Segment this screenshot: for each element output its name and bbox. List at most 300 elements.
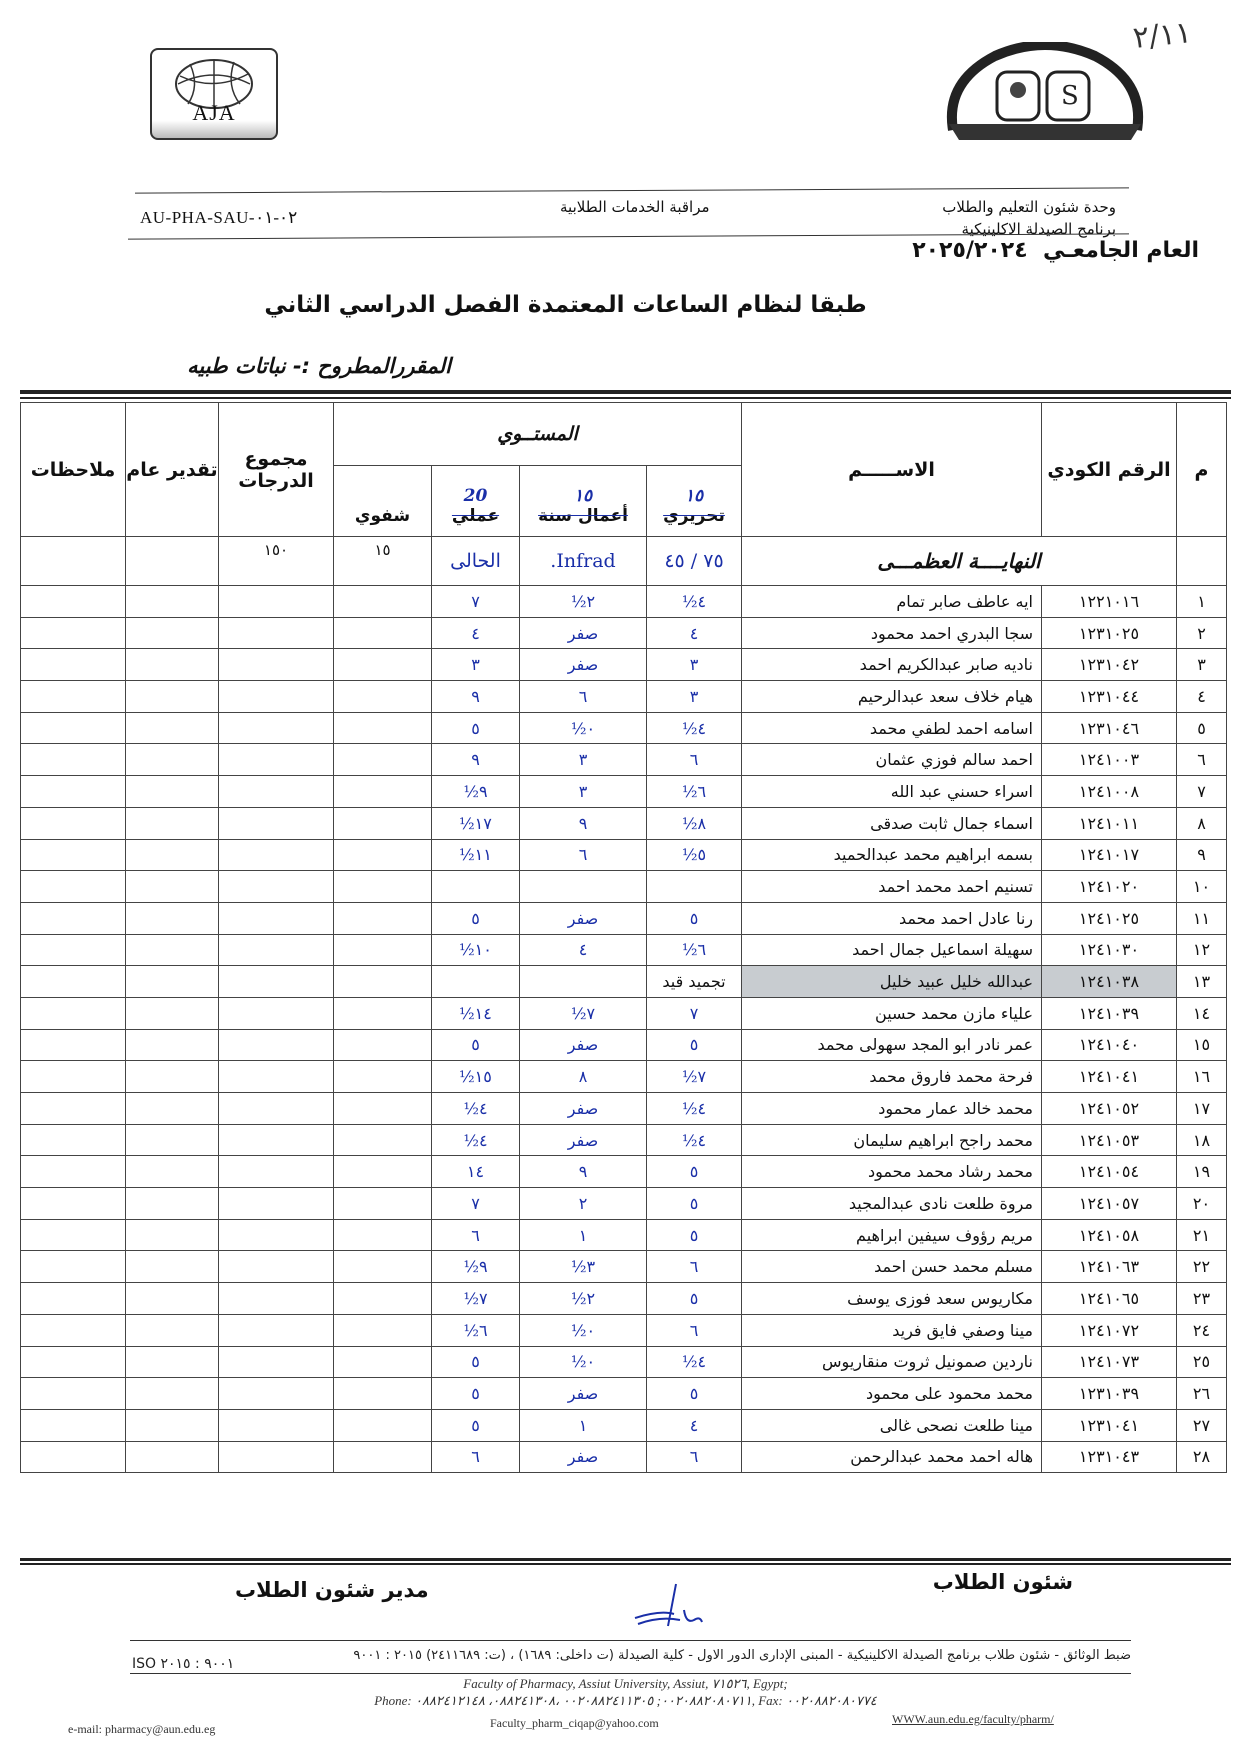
table-row <box>21 776 1227 808</box>
header-code: الرقم الكودي <box>1042 403 1177 537</box>
code-cell: ١٢٤١٠٥٢ <box>1042 1093 1177 1125</box>
written-cell: ٤½ <box>647 1346 742 1378</box>
coursework-cell: ٣ <box>520 744 647 776</box>
oral-cell <box>334 776 432 808</box>
total-cell <box>219 744 334 776</box>
code-cell: ١٢٣١٠٢٥ <box>1042 617 1177 649</box>
written-cell: ٨½ <box>647 807 742 839</box>
serial-cell: ٢٥ <box>1177 1346 1227 1378</box>
coursework-cell: ٠½ <box>520 1314 647 1346</box>
footer-iso: ISO ٩٠٠١ : ٢٠١٥ <box>132 1656 235 1672</box>
serial-cell: ١٧ <box>1177 1093 1227 1125</box>
serial-cell: ٩ <box>1177 839 1227 871</box>
practical-cell: ٥ <box>432 1029 520 1061</box>
grade-cell <box>126 1029 219 1061</box>
practical-cell: ١٤ <box>432 1156 520 1188</box>
grade-cell <box>126 997 219 1029</box>
name-cell: تسنيم احمد محمد احمد <box>742 871 1042 903</box>
name-cell: سجا البدري احمد محمود <box>742 617 1042 649</box>
grade-cell <box>126 1156 219 1188</box>
academic-year <box>912 238 1199 263</box>
name-cell: بسمه ابراهيم محمد عبدالحميد <box>742 839 1042 871</box>
notes-cell <box>21 1409 126 1441</box>
practical-cell: ٤½ <box>432 1093 520 1125</box>
coursework-cell <box>520 966 647 998</box>
coursework-cell: صفر <box>520 649 647 681</box>
table-row <box>21 649 1227 681</box>
code-cell: ١٢٣١٠٤٤ <box>1042 681 1177 713</box>
max-written: ٧٥ / ٤٥ <box>647 537 742 586</box>
oral-cell <box>334 1219 432 1251</box>
name-cell: عبدالله خليل عبيد خليل <box>742 966 1042 998</box>
written-max-handwritten: ١٥ <box>684 486 704 506</box>
total-cell <box>219 1061 334 1093</box>
written-cell <box>647 871 742 903</box>
table-bottom-rule <box>20 1558 1231 1561</box>
oral-cell <box>334 1251 432 1283</box>
total-cell <box>219 712 334 744</box>
notes-cell <box>21 1061 126 1093</box>
code-cell: ١٢٣١٠٤٦ <box>1042 712 1177 744</box>
total-cell <box>219 966 334 998</box>
page-number: ٢/١١ <box>1130 15 1193 56</box>
coursework-cell: ٤ <box>520 934 647 966</box>
grade-cell <box>126 807 219 839</box>
written-cell: ٥ <box>647 1029 742 1061</box>
coursework-cell: صفر <box>520 1093 647 1125</box>
name-cell: محمد محمود على محمود <box>742 1378 1042 1410</box>
oral-cell <box>334 744 432 776</box>
footer-website[interactable]: WWW.aun.edu.eg/faculty/pharm/ <box>892 1712 1054 1726</box>
unit-line1: وحدة شئون التعليم والطلاب <box>942 198 1116 216</box>
total-cell <box>219 776 334 808</box>
header-oral: شفوي <box>334 466 432 537</box>
total-cell <box>219 902 334 934</box>
coursework-cell: ٠½ <box>520 712 647 744</box>
coursework-cell: ١ <box>520 1409 647 1441</box>
code-cell: ١٢٤١٠٣٩ <box>1042 997 1177 1029</box>
code-cell: ١٢٢١٠١٦ <box>1042 586 1177 618</box>
coursework-cell: ٠½ <box>520 1346 647 1378</box>
footer-email-2: Faculty_pharm_ciqap@yahoo.com <box>490 1716 659 1730</box>
grade-cell <box>126 744 219 776</box>
practical-cell: ٩½ <box>432 1251 520 1283</box>
notes-cell <box>21 1093 126 1125</box>
serial-cell: ٧ <box>1177 776 1227 808</box>
written-cell: ٦ <box>647 1314 742 1346</box>
table-row <box>21 1188 1227 1220</box>
serial-cell: ٢٤ <box>1177 1314 1227 1346</box>
code-cell: ١٢٤١٠٠٣ <box>1042 744 1177 776</box>
max-practical: الحالى <box>432 537 520 586</box>
max-coursework: Infrad. <box>520 537 647 586</box>
oral-cell <box>334 1029 432 1061</box>
department-name: مراقبة الخدمات الطلابية <box>560 198 710 216</box>
serial-cell: ١٤ <box>1177 997 1227 1029</box>
coursework-cell: ٣½ <box>520 1251 647 1283</box>
name-cell: ناديه صابر عبدالكريم احمد <box>742 649 1042 681</box>
header-level: المستــوي <box>334 403 742 466</box>
header-total: مجموع الدرجات <box>219 403 334 537</box>
notes-cell <box>21 776 126 808</box>
written-cell: ٣ <box>647 681 742 713</box>
grade-cell <box>126 712 219 744</box>
table-row <box>21 712 1227 744</box>
total-cell <box>219 1283 334 1315</box>
serial-cell: ٢٦ <box>1177 1378 1227 1410</box>
notes-cell <box>21 807 126 839</box>
code-cell: ١٢٤١٠٦٣ <box>1042 1251 1177 1283</box>
table-row <box>21 1093 1227 1125</box>
practical-cell: ١٠½ <box>432 934 520 966</box>
practical-cell: ١٤½ <box>432 997 520 1029</box>
oral-cell <box>334 966 432 998</box>
notes-cell <box>21 586 126 618</box>
header-serial: م <box>1177 403 1227 537</box>
table-bottom-rule-2 <box>20 1563 1231 1565</box>
total-cell <box>219 871 334 903</box>
oral-cell <box>334 1409 432 1441</box>
grade-cell <box>126 1124 219 1156</box>
coursework-cell: ٩ <box>520 1156 647 1188</box>
practical-cell: ٥ <box>432 1346 520 1378</box>
name-cell: ناردين صمونيل ثروت منقاريوس <box>742 1346 1042 1378</box>
oral-cell <box>334 807 432 839</box>
table-row <box>21 1441 1227 1473</box>
table-row <box>21 617 1227 649</box>
code-cell: ١٢٣١٠٤٢ <box>1042 649 1177 681</box>
aja-logo-text: AJA <box>192 100 236 125</box>
total-cell <box>219 1093 334 1125</box>
grade-cell <box>126 649 219 681</box>
table-row <box>21 997 1227 1029</box>
practical-cell: ٣ <box>432 649 520 681</box>
coursework-label: أعمال سنة <box>538 506 628 526</box>
oral-cell <box>334 934 432 966</box>
handwritten-signature <box>630 1580 710 1634</box>
coursework-cell: ٦ <box>520 681 647 713</box>
notes-cell <box>21 966 126 998</box>
footer-arabic: ضبط الوثائق - شئون طلاب برنامج الصيدلة الاكلينيكية - المبنى الإدارى الدور الاول - كلية الصيدلة (ت داخلى: ١٦٨٩) ، (ت: ٢٤١١٦٨٩) ٢٠١٥ : ٩٠٠١ <box>353 1648 1131 1663</box>
student-affairs-signature-label: شئون الطلاب <box>932 1570 1073 1594</box>
written-cell: ٧ <box>647 997 742 1029</box>
grade-cell <box>126 1061 219 1093</box>
table-row <box>21 1283 1227 1315</box>
oral-cell <box>334 1283 432 1315</box>
written-cell: ٤½ <box>647 1124 742 1156</box>
written-cell: ٥ <box>647 1378 742 1410</box>
serial-cell: ٨ <box>1177 807 1227 839</box>
table-row <box>21 1314 1227 1346</box>
name-cell: مريم رؤوف سيفين ابراهيم <box>742 1219 1042 1251</box>
notes-cell <box>21 871 126 903</box>
code-cell: ١٢٤١٠٣٠ <box>1042 934 1177 966</box>
grade-cell <box>126 1409 219 1441</box>
practical-cell: ٧½ <box>432 1283 520 1315</box>
code-cell: ١٢٤١٠١٧ <box>1042 839 1177 871</box>
total-cell <box>219 934 334 966</box>
written-cell: تجميد قيد <box>647 966 742 998</box>
academic-year-value: ٢٠٢٥/٢٠٢٤ <box>912 238 1028 263</box>
practical-cell: ٥ <box>432 1378 520 1410</box>
notes-cell <box>21 1124 126 1156</box>
grade-cell <box>126 934 219 966</box>
written-cell: ٣ <box>647 649 742 681</box>
coursework-max-handwritten: ١٥ <box>573 486 593 506</box>
written-cell: ٦ <box>647 744 742 776</box>
practical-cell <box>432 871 520 903</box>
oral-cell <box>334 839 432 871</box>
name-cell: محمد راجح ابراهيم سليمان <box>742 1124 1042 1156</box>
serial-cell: ١٠ <box>1177 871 1227 903</box>
max-score-label: النهايــــة العظمـــى <box>742 537 1177 586</box>
written-cell: ٥ <box>647 1188 742 1220</box>
footer-address: Faculty of Pharmacy, Assiut University, Assiut, ٧١٥٢٦, Egypt; <box>463 1676 788 1691</box>
grade-cell <box>126 1251 219 1283</box>
grade-cell <box>126 1346 219 1378</box>
notes-cell <box>21 1251 126 1283</box>
total-cell <box>219 681 334 713</box>
code-cell: ١٢٣١٠٤١ <box>1042 1409 1177 1441</box>
header-grade: تقدير عام <box>126 403 219 537</box>
notes-cell <box>21 1283 126 1315</box>
notes-cell <box>21 1346 126 1378</box>
code-cell: ١٢٤١٠٥٣ <box>1042 1124 1177 1156</box>
footer-phone: Phone: ٠٠٢٠٨٨٢٠٨٠٧١١; ٠٠٢٠٨٨٢٤١١٣٠٥ ،٠٨٨٢٤١٣٠٨، ٠٨٨٢٤١٢١٤٨, Fax: ٠٠٢٠٨٨٢٠٨٠٧٧٤ <box>374 1693 877 1708</box>
footer-divider-2 <box>130 1673 1131 1674</box>
practical-cell: ١٥½ <box>432 1061 520 1093</box>
coursework-cell: ٣ <box>520 776 647 808</box>
total-cell <box>219 1219 334 1251</box>
practical-cell: ٤ <box>432 617 520 649</box>
header-name: الاســـــم <box>742 403 1042 537</box>
grade-cell <box>126 1219 219 1251</box>
name-cell: اسامه احمد لطفي محمد <box>742 712 1042 744</box>
serial-cell: ١ <box>1177 586 1227 618</box>
grade-cell <box>126 871 219 903</box>
serial-cell: ٢٨ <box>1177 1441 1227 1473</box>
page-title: طبقا لنظام الساعات المعتمدة الفصل الدراسي الثاني <box>264 292 867 318</box>
table-row <box>21 902 1227 934</box>
name-cell: محمد خالد عمار محمود <box>742 1093 1042 1125</box>
table-row <box>21 1346 1227 1378</box>
name-cell: مروة طلعت نادى عبدالمجيد <box>742 1188 1042 1220</box>
grade-cell <box>126 776 219 808</box>
code-cell: ١٢٤١٠٦٥ <box>1042 1283 1177 1315</box>
coursework-cell: صفر <box>520 1029 647 1061</box>
table-top-rule-2 <box>20 397 1231 399</box>
code-cell: ١٢٤١٠٧٢ <box>1042 1314 1177 1346</box>
name-cell: محمد رشاد محمد محمود <box>742 1156 1042 1188</box>
total-cell <box>219 1378 334 1410</box>
total-cell <box>219 1409 334 1441</box>
table-row <box>21 934 1227 966</box>
total-cell <box>219 1314 334 1346</box>
grade-cell <box>126 1283 219 1315</box>
table-row <box>21 1124 1227 1156</box>
code-cell: ١٢٤١٠٧٣ <box>1042 1346 1177 1378</box>
table-row <box>21 839 1227 871</box>
written-label: تحريري <box>663 506 725 526</box>
notes-cell <box>21 1378 126 1410</box>
practical-cell <box>432 966 520 998</box>
serial-cell: ٤ <box>1177 681 1227 713</box>
footer-email: e-mail: pharmacy@aun.edu.eg <box>68 1722 216 1736</box>
max-oral: ١٥ <box>334 537 432 586</box>
course-label: المقررالمطروح :- نباتات طبيه <box>187 354 451 378</box>
notes-cell <box>21 902 126 934</box>
written-cell: ٤ <box>647 617 742 649</box>
oral-cell <box>334 997 432 1029</box>
practical-cell: ٥ <box>432 902 520 934</box>
practical-cell: ٧ <box>432 1188 520 1220</box>
written-cell: ٥ <box>647 902 742 934</box>
total-cell <box>219 617 334 649</box>
coursework-cell: صفر <box>520 1441 647 1473</box>
total-cell <box>219 1124 334 1156</box>
serial-cell: ٢ <box>1177 617 1227 649</box>
table-row <box>21 966 1227 998</box>
written-cell: ٤½ <box>647 1093 742 1125</box>
coursework-cell: صفر <box>520 902 647 934</box>
serial-cell: ١٢ <box>1177 934 1227 966</box>
table-row <box>21 1409 1227 1441</box>
table-row <box>21 871 1227 903</box>
practical-cell: ٩ <box>432 744 520 776</box>
grade-cell <box>126 1093 219 1125</box>
code-cell: ١٢٤١٠٢٠ <box>1042 871 1177 903</box>
notes-cell <box>21 744 126 776</box>
practical-cell: ٩ <box>432 681 520 713</box>
table-row <box>21 1378 1227 1410</box>
notes-cell <box>21 649 126 681</box>
oral-cell <box>334 1124 432 1156</box>
oral-cell <box>334 649 432 681</box>
serial-cell: ١٦ <box>1177 1061 1227 1093</box>
serial-cell: ٣ <box>1177 649 1227 681</box>
serial-cell: ٢٣ <box>1177 1283 1227 1315</box>
name-cell: سهيلة اسماعيل جمال احمد <box>742 934 1042 966</box>
serial-cell: ١٥ <box>1177 1029 1227 1061</box>
unit-line2: برنامج الصيدلة الاكلينيكية <box>961 220 1116 238</box>
total-cell <box>219 997 334 1029</box>
code-cell: ١٢٣١٠٣٩ <box>1042 1378 1177 1410</box>
table-row <box>21 1061 1227 1093</box>
coursework-cell: ٩ <box>520 807 647 839</box>
name-cell: ايه عاطف صابر تمام <box>742 586 1042 618</box>
coursework-cell: صفر <box>520 617 647 649</box>
max-total: ١٥٠ <box>219 537 334 586</box>
faculty-logo <box>935 42 1155 142</box>
code-cell: ١٢٤١٠٥٨ <box>1042 1219 1177 1251</box>
footer-divider-1 <box>130 1640 1131 1641</box>
notes-cell <box>21 1219 126 1251</box>
practical-cell: ٦½ <box>432 1314 520 1346</box>
notes-cell <box>21 1029 126 1061</box>
total-cell <box>219 649 334 681</box>
practical-label: عملي <box>451 506 500 526</box>
written-cell: ٦½ <box>647 934 742 966</box>
oral-cell <box>334 586 432 618</box>
name-cell: اسراء حسني عبد الله <box>742 776 1042 808</box>
header-notes: ملاحظات <box>21 403 126 537</box>
table-top-rule <box>20 390 1231 394</box>
coursework-cell: صفر <box>520 1378 647 1410</box>
oral-cell <box>334 681 432 713</box>
name-cell: مينا طلعت نصحى غالى <box>742 1409 1042 1441</box>
table-row <box>21 1219 1227 1251</box>
header-divider-top <box>135 187 1129 193</box>
total-cell <box>219 1156 334 1188</box>
coursework-cell: ٨ <box>520 1061 647 1093</box>
practical-cell: ١٧½ <box>432 807 520 839</box>
name-cell: علياء مازن محمد حسين <box>742 997 1042 1029</box>
grade-cell <box>126 1188 219 1220</box>
notes-cell <box>21 617 126 649</box>
grade-cell <box>126 966 219 998</box>
serial-cell: ١١ <box>1177 902 1227 934</box>
practical-max-handwritten: 20 <box>463 486 488 506</box>
oral-cell <box>334 1378 432 1410</box>
written-cell: ٦ <box>647 1441 742 1473</box>
coursework-cell: صفر <box>520 1124 647 1156</box>
practical-cell: ٧ <box>432 586 520 618</box>
written-cell: ٥ <box>647 1156 742 1188</box>
coursework-cell: ٦ <box>520 839 647 871</box>
serial-cell: ٢١ <box>1177 1219 1227 1251</box>
oral-cell <box>334 1346 432 1378</box>
oral-cell <box>334 1441 432 1473</box>
svg-text:S: S <box>1061 81 1079 111</box>
code-cell: ١٢٤١٠٣٨ <box>1042 966 1177 998</box>
table-row <box>21 681 1227 713</box>
serial-cell: ٦ <box>1177 744 1227 776</box>
header-coursework <box>520 466 647 537</box>
academic-year-label: العام الجامعـي <box>1043 238 1199 263</box>
name-cell: فرحة محمد فاروق محمد <box>742 1061 1042 1093</box>
oral-cell <box>334 1061 432 1093</box>
code-cell: ١٢٤١٠٢٥ <box>1042 902 1177 934</box>
total-cell <box>219 1029 334 1061</box>
total-cell <box>219 1251 334 1283</box>
table-row <box>21 807 1227 839</box>
name-cell: مينا وصفي فايق فريد <box>742 1314 1042 1346</box>
coursework-cell: ٢½ <box>520 1283 647 1315</box>
oral-cell <box>334 871 432 903</box>
oral-cell <box>334 902 432 934</box>
name-cell: هاله احمد محمد عبدالرحمن <box>742 1441 1042 1473</box>
total-cell <box>219 839 334 871</box>
code-cell: ١٢٤١٠٥٧ <box>1042 1188 1177 1220</box>
grade-cell <box>126 681 219 713</box>
name-cell: مسلم محمد حسن احمد <box>742 1251 1042 1283</box>
grade-cell <box>126 1314 219 1346</box>
notes-cell <box>21 997 126 1029</box>
serial-cell: ١٨ <box>1177 1124 1227 1156</box>
serial-cell: ١٩ <box>1177 1156 1227 1188</box>
written-cell: ٥½ <box>647 839 742 871</box>
coursework-cell: ٢ <box>520 1188 647 1220</box>
table-row <box>21 1029 1227 1061</box>
written-cell: ٦ <box>647 1251 742 1283</box>
oral-cell <box>334 1314 432 1346</box>
total-cell <box>219 1441 334 1473</box>
header-practical <box>432 466 520 537</box>
coursework-cell: ٢½ <box>520 586 647 618</box>
table-row <box>21 1251 1227 1283</box>
serial-cell: ٥ <box>1177 712 1227 744</box>
serial-cell: ٢٧ <box>1177 1409 1227 1441</box>
